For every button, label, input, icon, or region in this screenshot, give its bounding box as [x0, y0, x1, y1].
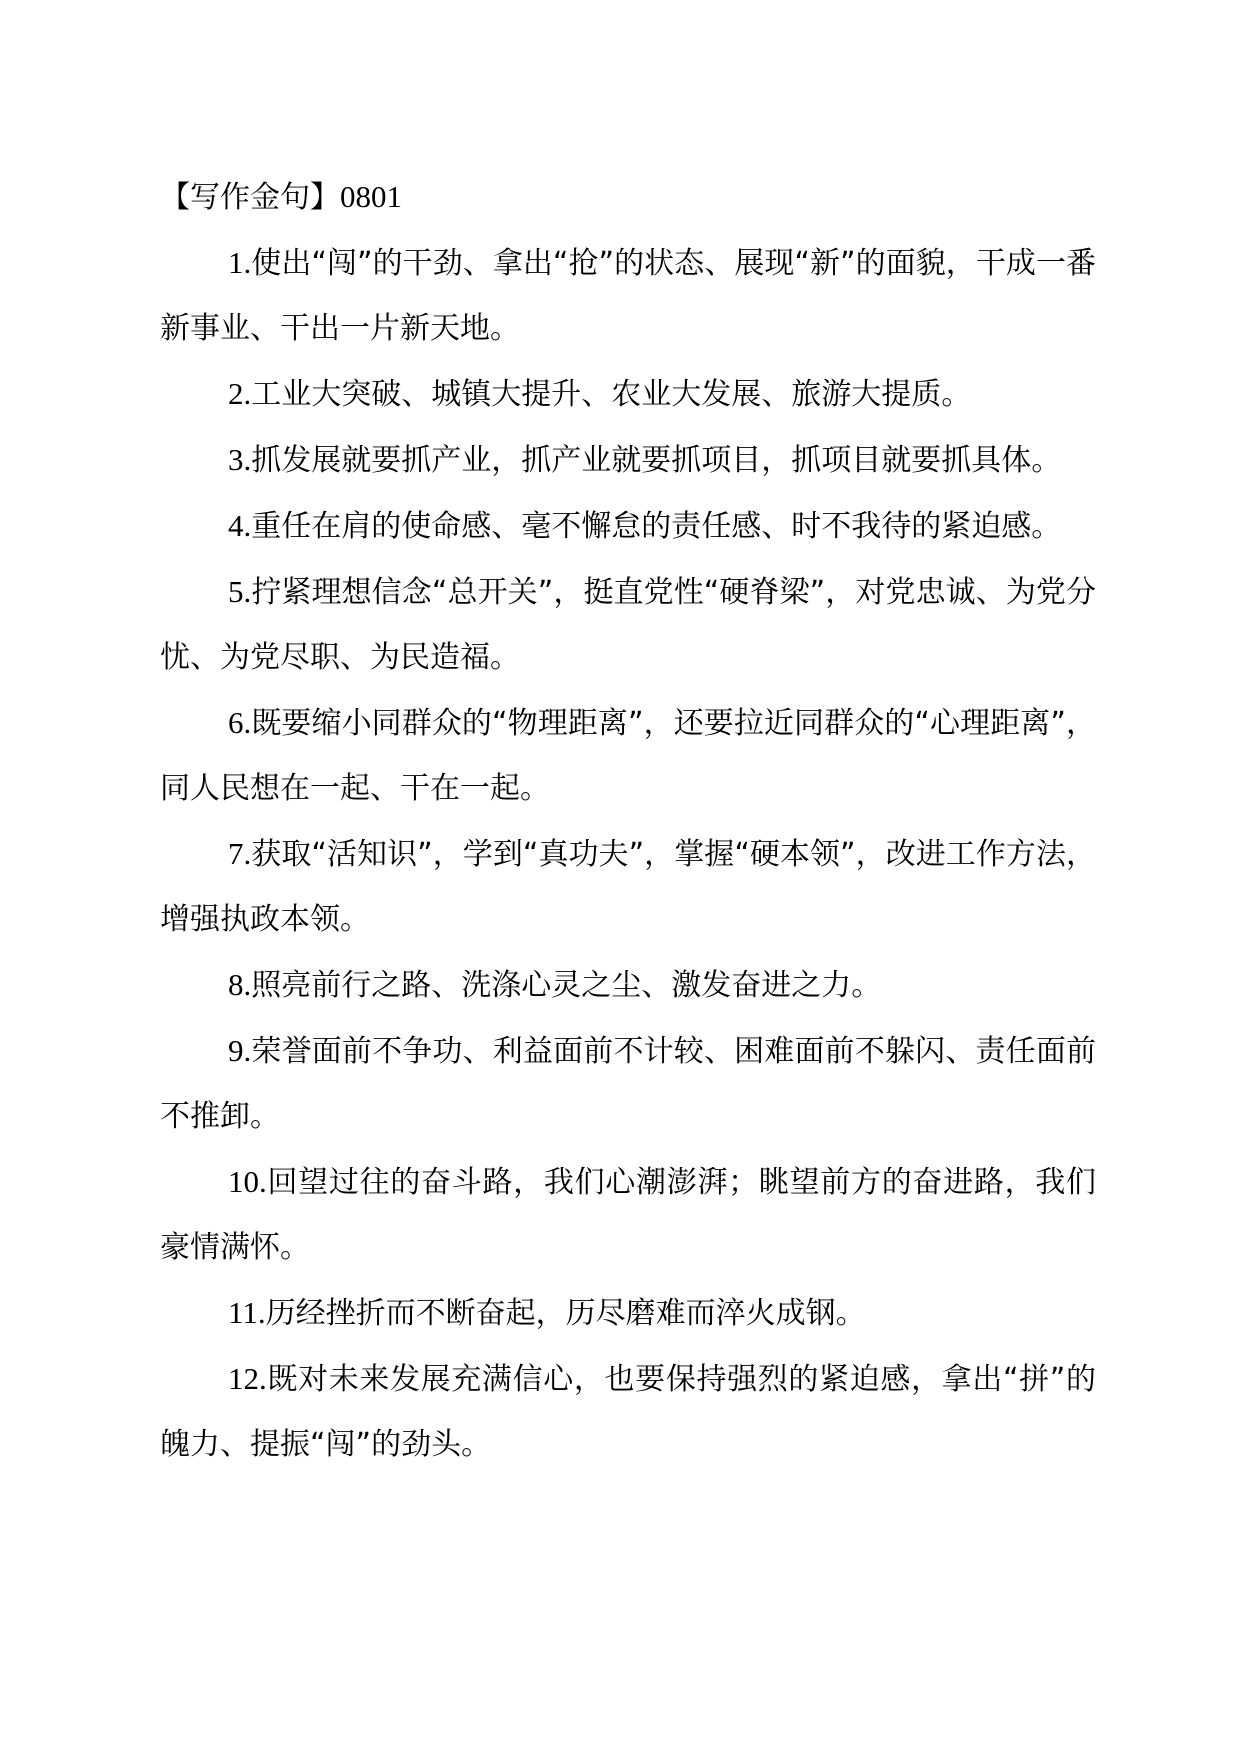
item-text: 重任在肩的使命感、毫不懈怠的责任感、时不我待的紧迫感。: [251, 509, 1062, 544]
list-item: [160, 493, 1096, 559]
list-item: [160, 1149, 1096, 1280]
item-text: 既对未来发展充满信心，也要保持强烈的紧迫感，拿出“拼”的魄力、提振“闯”的劲头。: [160, 1362, 1096, 1462]
item-number: 12.: [228, 1361, 267, 1396]
title-text: 【写作金句】: [160, 180, 340, 215]
list-item: [160, 361, 1096, 427]
item-text: 历经挫折而不断奋起，历尽磨难而淬火成钢。: [265, 1296, 866, 1331]
item-number: 1.: [228, 245, 252, 280]
list-item: [160, 230, 1096, 361]
document-title: [160, 164, 1096, 230]
item-text: 荣誉面前不争功、利益面前不计较、困难面前不躲闪、责任面前不推卸。: [160, 1034, 1096, 1134]
item-number: 7.: [228, 836, 252, 871]
item-number: 9.: [228, 1033, 252, 1068]
item-number: 6.: [228, 705, 252, 740]
item-number: 5.: [228, 574, 252, 609]
list-item: [160, 1280, 1096, 1346]
item-text: 工业大突破、城镇大提升、农业大发展、旅游大提质。: [251, 377, 972, 412]
item-number: 8.: [228, 967, 252, 1002]
document-body: [160, 164, 1096, 1477]
item-text: 照亮前行之路、洗涤心灵之尘、激发奋进之力。: [251, 968, 882, 1003]
item-text: 回望过往的奋斗路，我们心潮澎湃；眺望前方的奋进路，我们豪情满怀。: [160, 1165, 1096, 1265]
list-item: [160, 952, 1096, 1018]
item-text: 既要缩小同群众的“物理距离”，还要拉近同群众的“心理距离”，同人民想在一起、干在一起。: [160, 706, 1096, 806]
item-text: 拧紧理想信念“总开关”，挺直党性“硬脊梁”，对党忠诚、为党分忧、为党尽职、为民造福。: [160, 575, 1096, 675]
list-item: [160, 559, 1096, 690]
list-item: [160, 1346, 1096, 1477]
item-number: 10.: [228, 1164, 267, 1199]
list-item: [160, 1018, 1096, 1149]
list-item: [160, 690, 1096, 821]
item-number: 4.: [228, 508, 252, 543]
item-number: 2.: [228, 376, 252, 411]
item-number: 3.: [228, 442, 252, 477]
title-number: 0801: [340, 179, 402, 214]
item-text: 获取“活知识”，学到“真功夫”，掌握“硬本领”，改进工作方法，增强执政本领。: [160, 837, 1096, 937]
item-text: 抓发展就要抓产业，抓产业就要抓项目，抓项目就要抓具体。: [251, 443, 1062, 478]
item-text: 使出“闯”的干劲、拿出“抢”的状态、展现“新”的面貌，干成一番新事业、干出一片新天地。: [160, 246, 1096, 346]
list-item: [160, 427, 1096, 493]
list-item: [160, 821, 1096, 952]
item-number: 11.: [228, 1295, 266, 1330]
